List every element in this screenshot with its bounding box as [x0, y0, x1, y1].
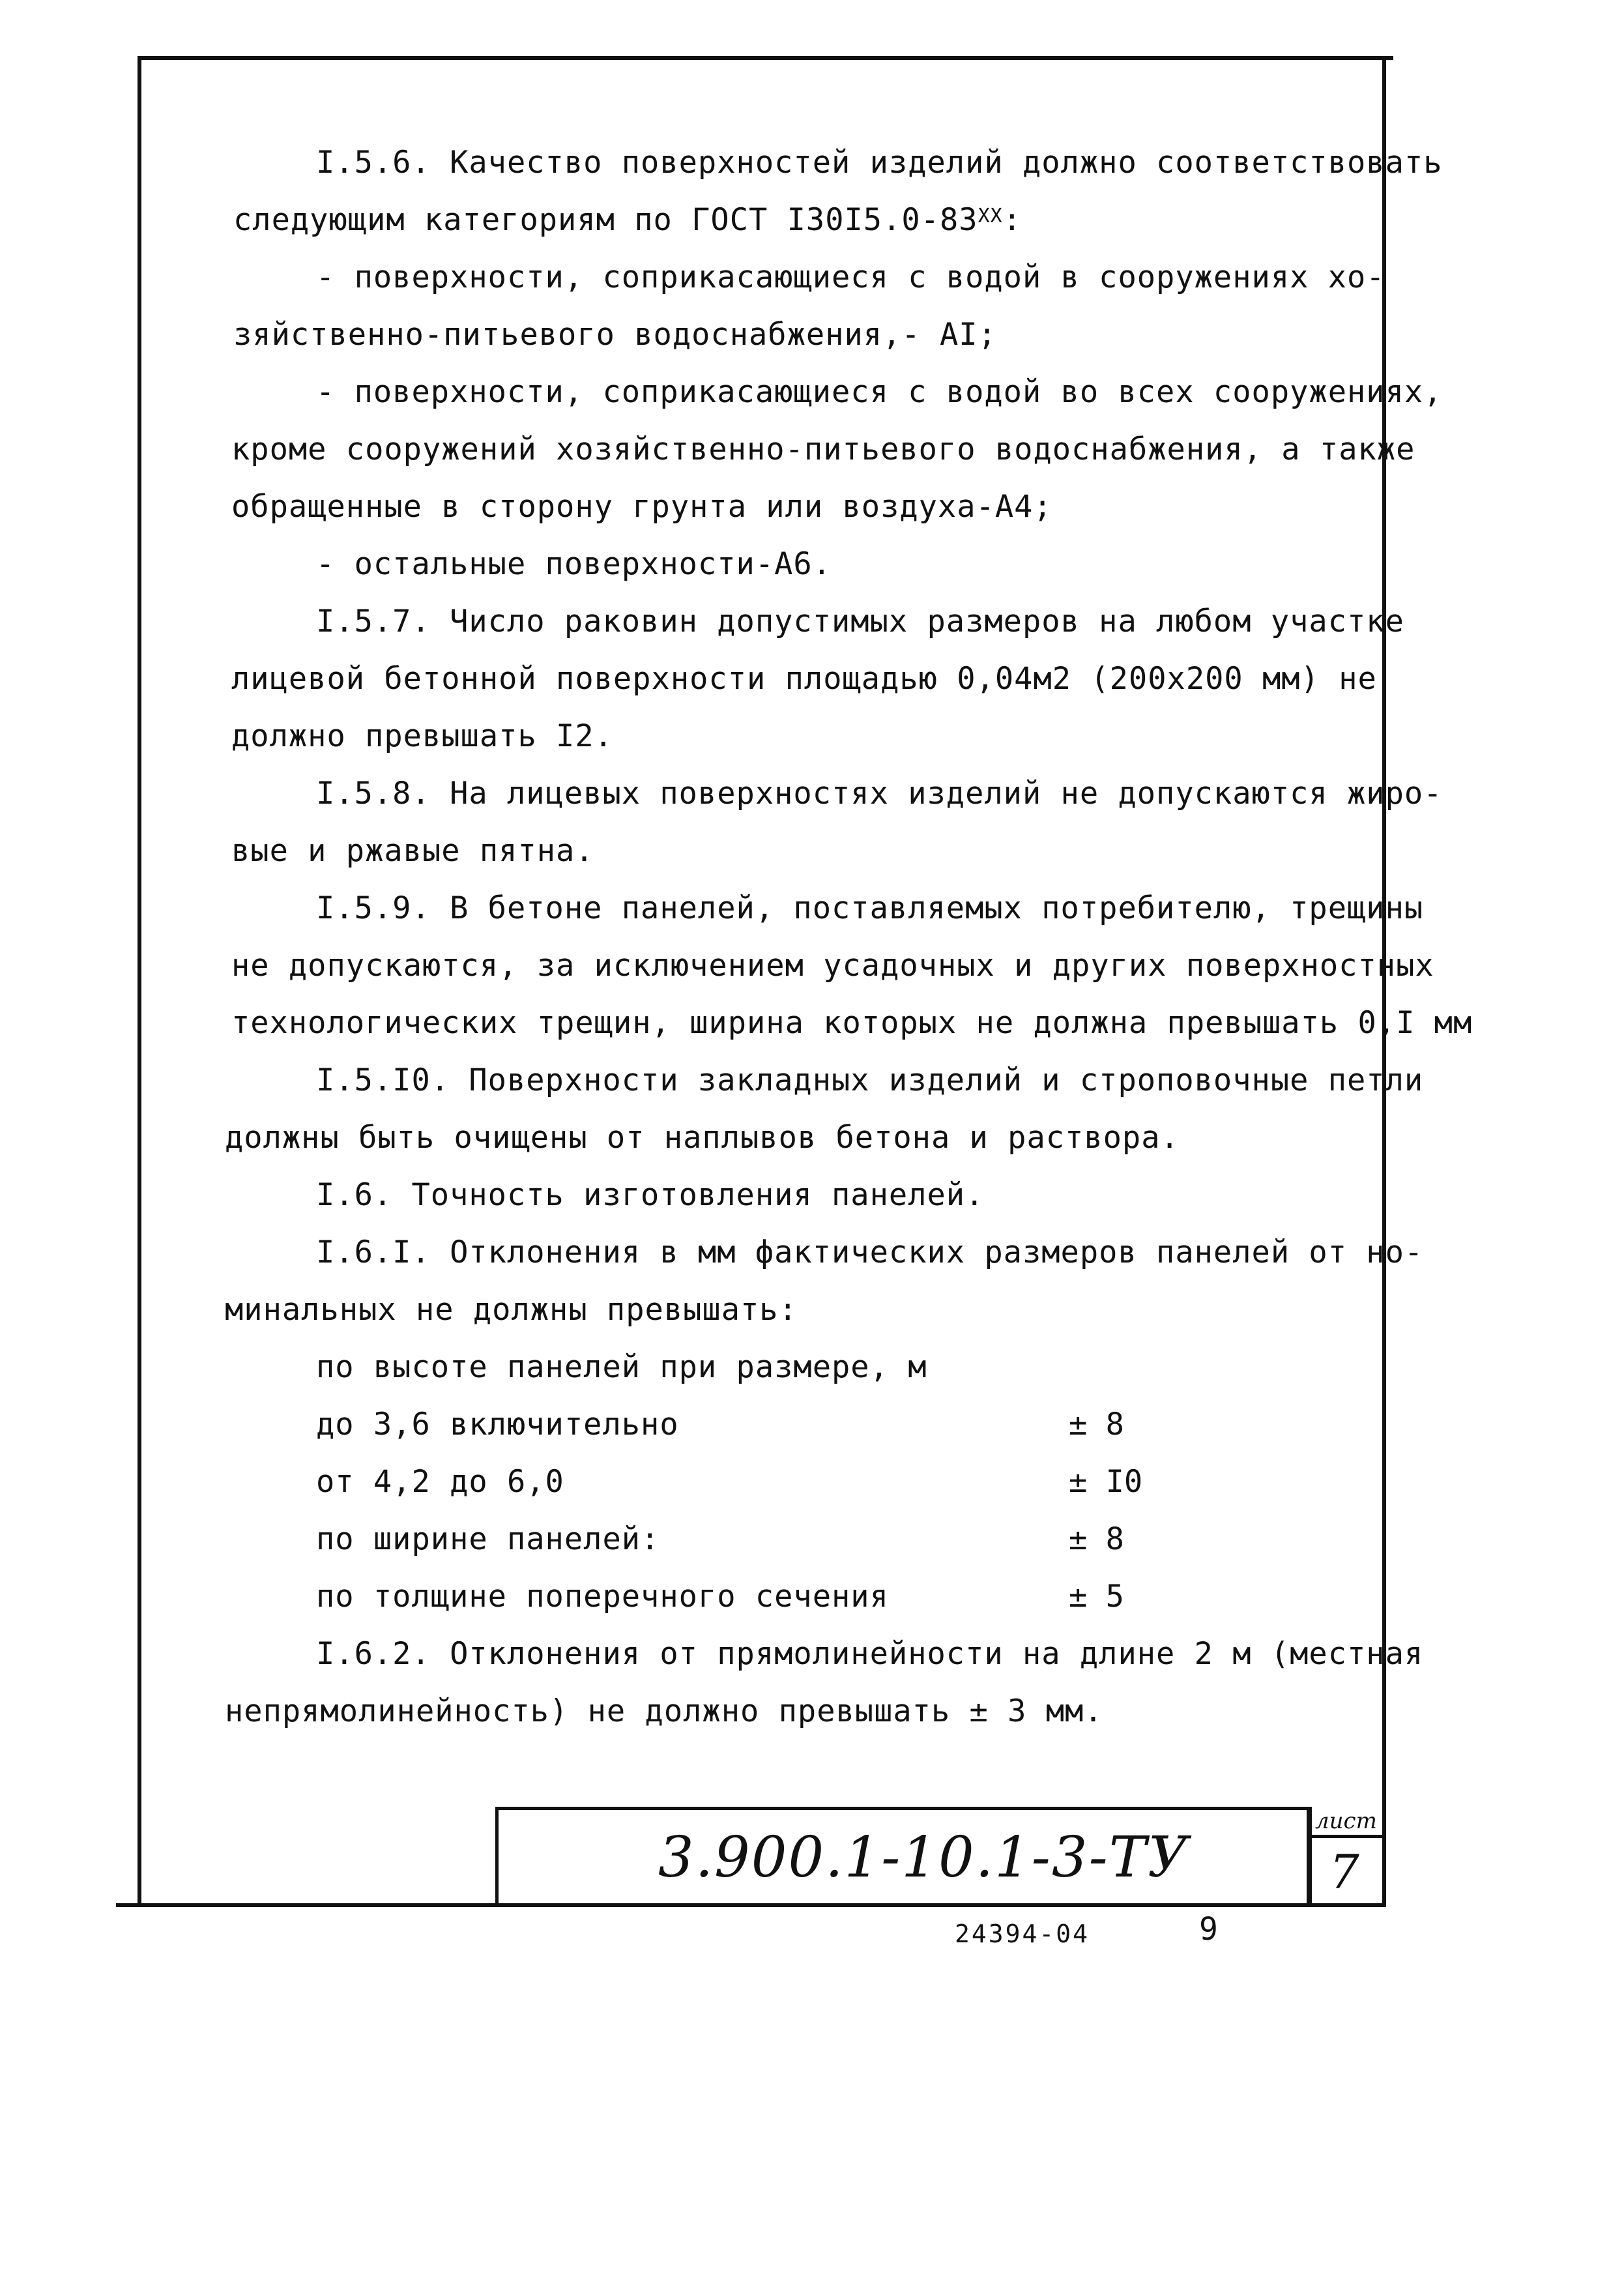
text-line: I.6. Точность изготовления панелей.	[316, 1177, 985, 1213]
text-line: обращенные в сторону грунта или воздуха-А4;	[231, 489, 1052, 525]
archive-number: 24394-04	[955, 1920, 1090, 1948]
text-line: до 3,6 включительно	[316, 1407, 679, 1442]
text-line: I.5.I0. Поверхности закладных изделий и строповочные петли	[316, 1062, 1424, 1098]
document-code: 3.900.1-10.1-3-ТУ	[658, 1825, 1190, 1890]
gost-text: следующим категориям по ГОСТ I30I5.0-83	[233, 202, 978, 238]
page-number: 9	[1199, 1911, 1218, 1948]
text-line: I.5.8. На лицевых поверхностях изделий не допускаются жиро-	[316, 776, 1443, 811]
text-line: по толщине поперечного сечения	[316, 1579, 889, 1614]
text-line: должно превышать I2.	[231, 718, 613, 754]
text-line: минальных не должны превышать:	[225, 1292, 798, 1328]
text-line: I.6.2. Отклонения от прямолинейности на длине 2 м (местная	[316, 1636, 1424, 1672]
gost-superscript: XX	[978, 205, 1003, 227]
gost-colon: :	[1002, 202, 1022, 238]
sheet-divider	[1309, 1835, 1385, 1838]
text-line: - поверхности, соприкасающиеся с водой в сооружениях хо-	[316, 259, 1385, 295]
text-line: кроме сооружений хозяйственно-питьевого водоснабжения, а также	[231, 431, 1415, 467]
tolerance-value: ± 8	[1069, 1407, 1124, 1442]
text-line: I.5.7. Число раковин допустимых размеров на любом участке	[316, 604, 1404, 639]
text-line: - поверхности, соприкасающиеся с водой во всех сооружениях,	[316, 374, 1443, 410]
text-line-gost	[233, 201, 1022, 240]
text-line: по высоте панелей при размере, м	[316, 1349, 927, 1385]
tolerance-value: ± 5	[1069, 1579, 1124, 1614]
sheet-number: 7	[1329, 1845, 1359, 1899]
text-line: зяйственно-питьевого водоснабжения,- AI;	[233, 317, 997, 353]
text-line: лицевой бетонной поверхности площадью 0,04м2 (200x200 мм) не	[231, 661, 1377, 697]
text-line: технологических трещин, ширина которых не должна превышать 0,I мм	[231, 1005, 1473, 1041]
tolerance-value: ± I0	[1069, 1464, 1143, 1500]
text-line: непрямолинейность) не должно превышать ± 3 мм.	[225, 1693, 1103, 1729]
text-line: I.5.6. Качество поверхностей изделий должно соответствовать	[316, 145, 1443, 181]
text-line: I.5.9. В бетоне панелей, поставляемых потребителю, трещины	[316, 890, 1424, 926]
text-line: - остальные поверхности-А6.	[316, 546, 832, 582]
frame-top-border	[138, 56, 1393, 60]
tolerance-value: ± 8	[1069, 1521, 1124, 1557]
text-line: от 4,2 до 6,0	[316, 1464, 564, 1500]
frame-left-border	[138, 56, 141, 1907]
text-line: по ширине панелей:	[316, 1521, 660, 1557]
sheet-label: лист	[1315, 1808, 1377, 1834]
text-line: не допускаются, за исключением усадочных и других поверхностных	[231, 948, 1434, 984]
text-line: должны быть очищены от наплывов бетона и раствора.	[225, 1120, 1180, 1156]
text-line: I.6.I. Отклонения в мм фактических размеров панелей от но-	[316, 1234, 1424, 1270]
text-line: вые и ржавые пятна.	[231, 833, 594, 869]
